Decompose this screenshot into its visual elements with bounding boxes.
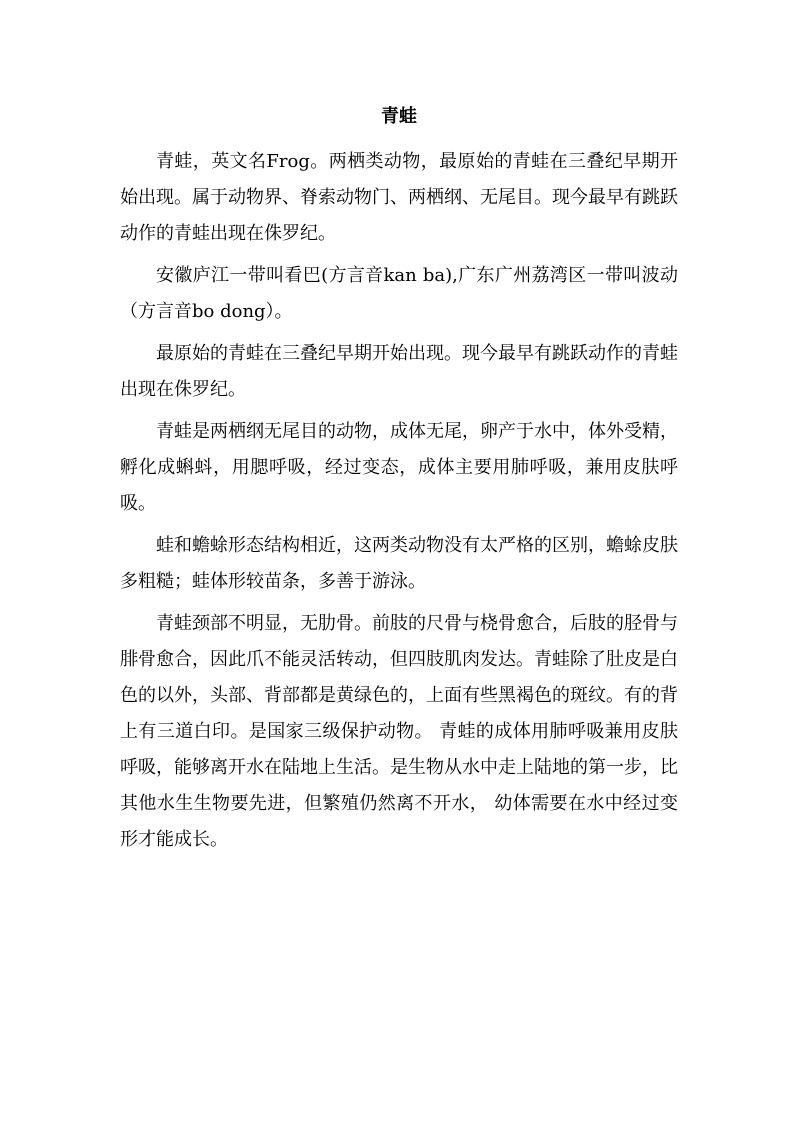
- paragraph-dialect-names: 安徽庐江一带叫看巴(方言音kan ba),广东广州荔湾区一带叫波动（方言音bo dong）。: [120, 265, 678, 322]
- paragraph-intro: 青蛙，英文名Frog。两栖类动物，最原始的青蛙在三叠纪早期开始出现。属于动物界、脊索动物门、两栖纲、无尾目。现今最早有跳跃动作的青蛙出现在侏罗纪。: [120, 151, 678, 244]
- document-title: 青蛙: [381, 106, 417, 127]
- paragraph-classification: 青蛙是两栖纲无尾目的动物，成体无尾，卵产于水中，体外受精，孵化成蝌蚪，用腮呼吸，经过变态，成体主要用肺呼吸，兼用皮肤呼吸。: [120, 421, 678, 514]
- paragraph-frog-vs-toad: 蛙和蟾蜍形态结构相近，这两类动物没有太严格的区别，蟾蜍皮肤多粗糙；蛙体形较苗条，多善于游泳。: [120, 535, 678, 592]
- paragraph-origin: 最原始的青蛙在三叠纪早期开始出现。现今最早有跳跃动作的青蛙出现在侏罗纪。: [120, 343, 678, 400]
- document-body: [120, 104, 678, 864]
- paragraph-anatomy: 青蛙颈部不明显，无肋骨。前肢的尺骨与桡骨愈合，后肢的胫骨与腓骨愈合，因此爪不能灵活转动，但四肢肌肉发达。青蛙除了肚皮是白色的以外，头部、背部都是黄绿色的，上面有些黑褐色的斑纹。有的背上有三道白印。是国家三级保护动物。 青蛙的成体用肺呼吸兼用皮肤呼吸，能够离开水在陆地上生活。是生物从水中走上陆地的第一步，比其他水生生物要先进，但繁殖仍然离不开水， 幼体需要在水中经过变形才能成长。: [120, 613, 678, 850]
